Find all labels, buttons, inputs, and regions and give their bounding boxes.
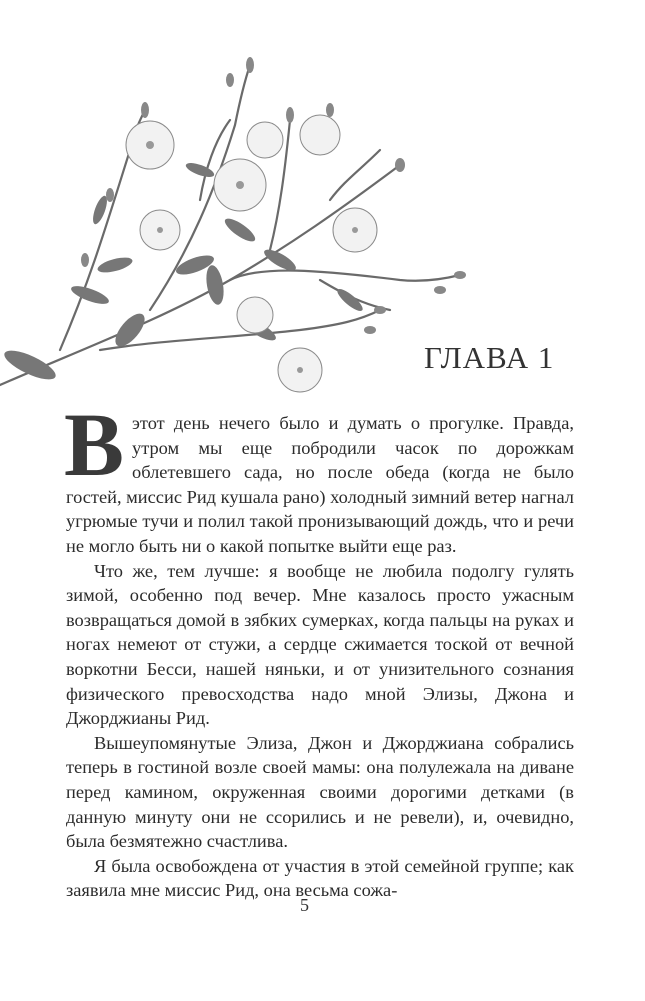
paragraph: Что же, тем лучше: я вообще не любила подолгу гулять зимой, особенно под вечер. Мне казалось просто ужасным возвращаться домой в зябких сумерках, когда пальцы на руках и ногах немеют от стужи, а сердце сжимается тоской от вечной воркотни Бесси, нашей няньки, и от унизительного сознания физического превосходства надо мной Элизы, Джона и Джорджианы Рид. xyxy=(66,560,574,729)
page-number: 5 xyxy=(300,895,309,915)
paragraph xyxy=(64,396,574,559)
chapter-body xyxy=(64,396,574,903)
chapter-title: ГЛАВА 1 xyxy=(424,340,555,375)
paragraph: Я была освобождена от участия в этой семейной группе; как заявила мне миссис Рид, она весьма сожа- xyxy=(66,855,574,901)
paragraph-text: этот день нечего было и думать о прогулке. Правда, утром мы еще побродили часок по дорожкам облетевшего сада, но после обеда (когда не было гостей, миссис Рид кушала рано) холодный зимний ветер нагнал угрюмые тучи и полил такой пронизывающий дождь, что и речи не могло быть ни о какой попытке выйти еще раз. xyxy=(66,413,574,556)
paragraph: Вышеупомянутые Элиза, Джон и Джорджиана собрались теперь в гостиной возле своей мамы: она полулежала на диване перед камином, окруженная своими дорогими детками (в данную минуту они не ссорились и не ревели), и, очевидно, была безмятежно счастлива. xyxy=(66,732,574,852)
drop-cap: В xyxy=(64,396,125,495)
flower-branch-illustration xyxy=(0,30,480,400)
